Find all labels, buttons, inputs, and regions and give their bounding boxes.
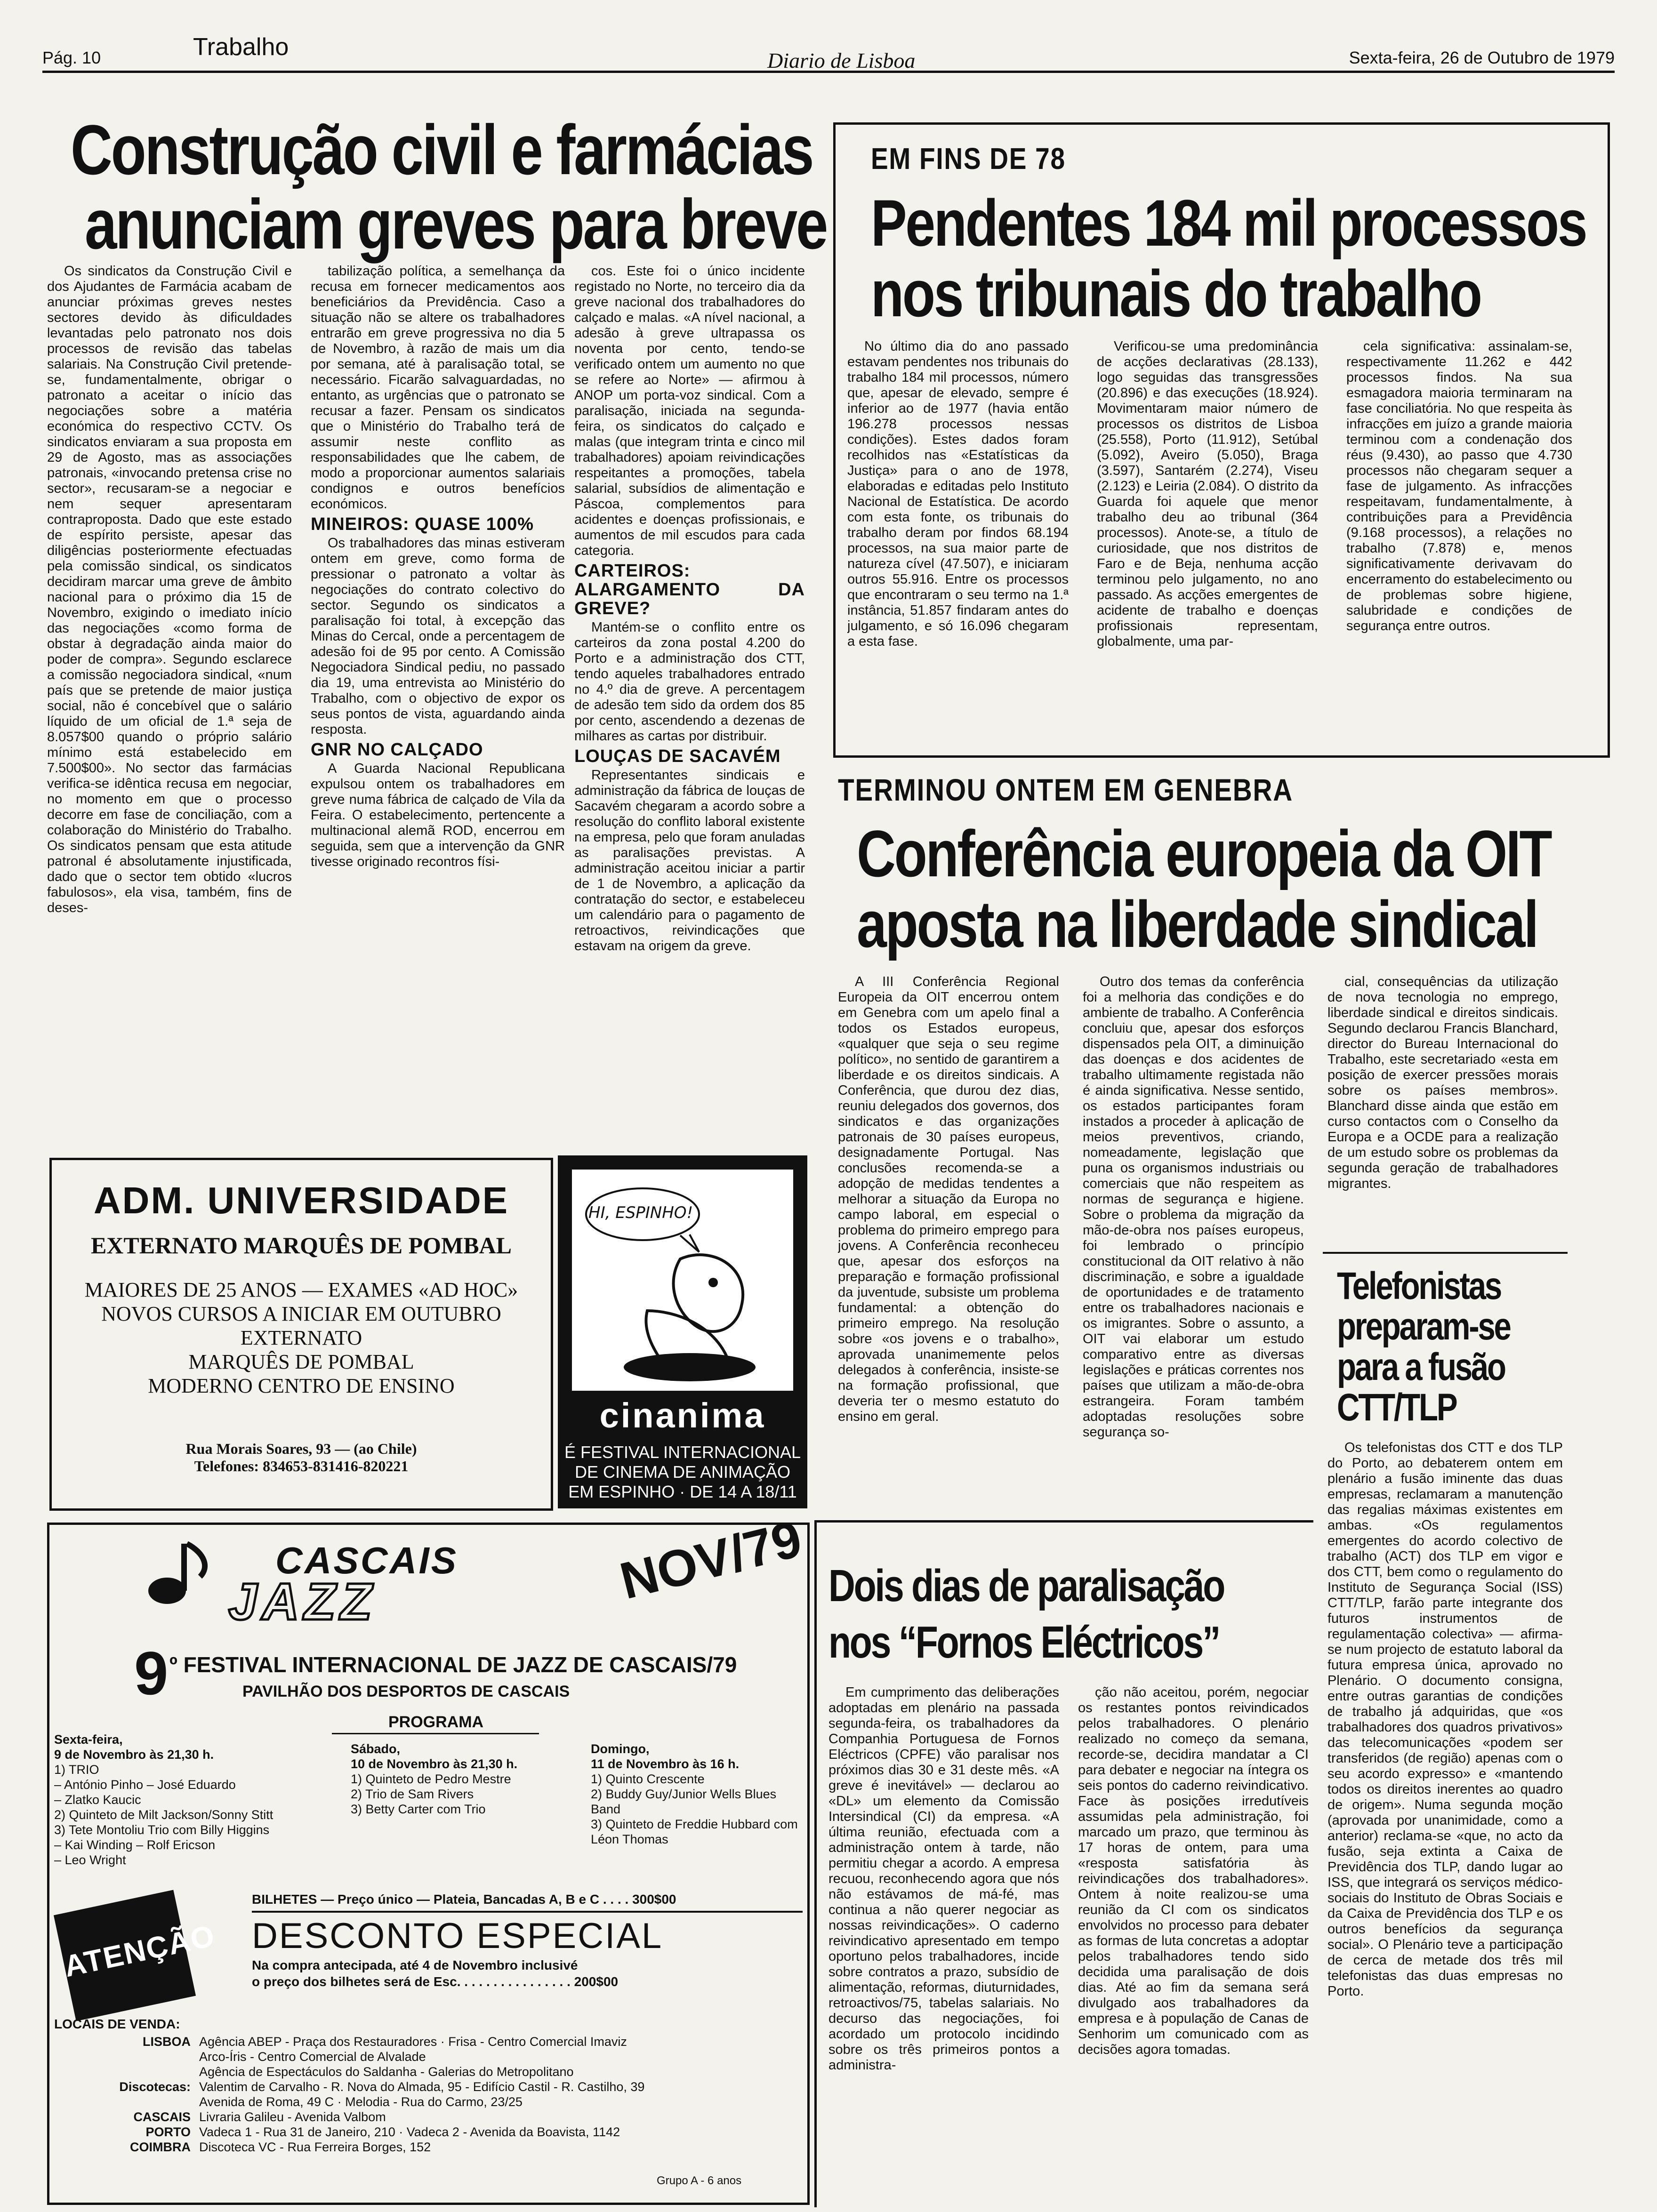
article-fornos-col2	[1078, 1685, 1309, 2203]
program-item: – António Pinho – José Eduardo	[54, 1778, 236, 1792]
article-construction-col3	[574, 264, 805, 1134]
ad-address: Rua Morais Soares, 93 — (ao Chile)	[185, 1440, 417, 1457]
sales-place: LISBOA	[142, 2035, 191, 2049]
ad-line: MARQUÊS DE POMBAL	[188, 1350, 414, 1373]
sales-info: Arco-Íris - Centro Comercial de Alvalade	[199, 2050, 426, 2064]
jazz-brand-cascais: CASCAIS	[275, 1539, 458, 1581]
attention-badge	[54, 1890, 218, 2021]
article-body: Em cumprimento das deliberações adoptadas em plenário na passada segunda-feira, os trabalhadores da Companhia Portuguesa de Fornos Eléctricos (CPFE) vão paralisar nos próximos dias 30 e 31 deste mês. «A greve é inevitável» — declarou ao «DL» um elemento da Comissão Intersindical (CI) da empresa. «A última reunião, efectuada com a administração ontem à tarde, não permitiu chegar a acordo. A empresa recuou, reconhecendo agora que nós não estávamos de má-fé, mas continua a não querer negociar as nossas reivindicações». O caderno reivindicativo apresentado em tempo oportuno pelos trabalhadores, incide sobre contratos a prazo, subsídio de alimentação, reformas, diuturnidades, retroactivos/75, tabelas salariais. No decurso das negociações, foi acordado um protocolo incidindo sobre os três primeiros pontos a administra-	[828, 1685, 1059, 2073]
ad-line: É FESTIVAL INTERNACIONAL	[564, 1443, 801, 1462]
festival-ordinal: 9	[134, 1639, 169, 1707]
sales-row	[54, 2049, 798, 2064]
article-title-line1: Construção civil e farmácias	[71, 110, 813, 189]
article-construction-col2	[311, 264, 565, 1134]
article-title-line2: nos tribunais do trabalho	[871, 256, 1481, 330]
sales-row	[54, 2079, 798, 2094]
sales-heading: LOCAIS DE VENDA:	[54, 2017, 180, 2031]
article-construction-col1	[47, 264, 292, 1134]
date-stamp: NOV/79	[614, 1509, 807, 1611]
article-oit-col3	[1327, 974, 1558, 1252]
program-day-2	[351, 1741, 586, 1817]
ad-line: EXTERNATO	[240, 1326, 362, 1349]
sales-info: Avenida de Roma, 49 C · Melodia - Rua do Carmo, 23/25	[199, 2095, 523, 2109]
page-number: Pág. 10	[42, 48, 101, 67]
program-item: 2) Buddy Guy/Junior Wells Blues Band	[591, 1787, 777, 1816]
ad-line: MODERNO CENTRO DE ENSINO	[148, 1374, 455, 1397]
sales-row	[54, 2034, 798, 2049]
article-title-line1: Conferência europeia da OIT	[857, 817, 1551, 890]
day-head: Sábado,	[351, 1742, 401, 1756]
article-body: A Guarda Nacional Republicana expulsou ontem os trabalhadores em greve numa fábrica de calçado de Vila da Feira. O estabelecimento, pertencente a multinacional alemã ROD, encerrou em seguida, sem que a intervenção da GNR tivesse originado recontros físi-	[311, 761, 565, 869]
article-telefonistas-headline	[1337, 1266, 1553, 1428]
program-item: 3) Quinteto de Freddie Hubbard com Léon Thomas	[591, 1817, 798, 1846]
sales-place	[54, 2064, 199, 2079]
jazz-brand-jazz: JAZZ	[228, 1573, 377, 1631]
ad-line: MAIORES DE 25 ANOS — EXAMES «AD HOC»	[84, 1278, 518, 1301]
article-kicker: EM FINS DE 78	[871, 142, 1066, 176]
newspaper-name: Diario de Lisboa	[767, 48, 916, 72]
day-date: 11 de Novembro às 16 h.	[591, 1757, 740, 1771]
article-tribunais-col2	[1097, 339, 1318, 748]
article-telefonistas-body	[1327, 1440, 1563, 2203]
ad-universidade	[49, 1158, 553, 1511]
sales-place: Discotecas:	[119, 2080, 191, 2094]
article-kicker: TERMINOU ONTEM EM GENEBRA	[838, 772, 1293, 807]
sales-info: Agência ABEP - Praça dos Restauradores · Frisa - Centro Comercial Imaviz	[199, 2035, 627, 2049]
discount-line: Na compra antecipada, até 4 de Novembro inclusivé	[252, 1958, 578, 1972]
article-oit-col1	[838, 974, 1059, 1520]
article-title-line1: Telefonistas	[1337, 1265, 1501, 1307]
program-item: – Kai Winding – Rolf Ericson	[54, 1838, 216, 1852]
program-item: 2) Quinteto de Milt Jackson/Sonny Stitt	[54, 1808, 273, 1822]
program-item: – Leo Wright	[54, 1853, 126, 1867]
issue-date: Sexta-feira, 26 de Outubro de 1979	[1349, 48, 1615, 67]
program-item: 2) Trio de Sam Rivers	[351, 1787, 474, 1801]
article-title-line2: preparam-se	[1337, 1305, 1510, 1348]
ad-cinanima	[558, 1155, 807, 1508]
article-title-line2: anunciam greves para breve	[85, 184, 827, 264]
article-tribunais-col1	[847, 339, 1069, 748]
subheading-gnr: GNR NO CALÇADO	[311, 740, 483, 760]
program-day-1	[54, 1732, 346, 1867]
cartoon-panel	[572, 1170, 793, 1391]
ad-title: ADM. UNIVERSIDADE	[93, 1179, 509, 1221]
program-item: 3) Betty Carter com Trio	[351, 1802, 486, 1816]
sales-info: Discoteca VC - Rua Ferreira Borges, 152	[199, 2140, 431, 2154]
article-body: cos. Este foi o único incidente registado no Norte, no terceiro dia da greve nacional dos trabalhadores do calçado e malas. «A nível nacional, a adesão à greve ultrapassa os noventa por cento, tendo-se verificado ontem um aumento no que se refere ao Norte» — afirmou à ANOP um porta-voz sindical. Com a paralisação, iniciada na segunda-feira, os sindicatos do calçado e malas (que integram trinta e cinco mil trabalhadores) apoiam reivindicações respeitantes a promoções, tabela salarial, subsídios de alimentação e Páscoa, complementos para acidentes e doenças profissionais, e aumentos de mil escudos para cada categoria.	[574, 264, 805, 558]
sales-info: Valentim de Carvalho - R. Nova do Almada, 95 - Edifício Castil - R. Castilho, 39	[199, 2080, 645, 2094]
ad-cascais-jazz	[47, 1509, 810, 2205]
article-body: Verificou-se uma predominância de acções declarativas (28.133), logo seguidas das transgressões (20.896) e das execuções (18.924). Movimentaram maior número de processos os distritos de Lisboa (25.558), Porto (11.912), Setúbal (5.092), Aveiro (5.050), Braga (3.597), Santarém (2.274), Viseu (2.123) e Leiria (2.084). O distrito da Guarda foi aquele que menor trabalho deu ao tribunal (364 processos). Anote-se, a título de curiosidade, que nos distritos de Faro e de Beja, nenhuma acção terminou pelo julgamento, no ano passado. As acções emergentes de acidente de trabalho e doenças profissionais representam, globalmente, uma par-	[1097, 339, 1318, 649]
article-body: Mantém-se o conflito entre os carteiros da zona postal 4.200 do Porto e a administração dos CTT, tendo aqueles trabalhadores entrado no 4.º dia de greve. A percentagem de adesão tem sido da ordem dos 85 por cento, ascendendo a dezenas de milhares as cartas por distribuir.	[574, 620, 805, 744]
cartoon-character-illustration	[572, 1170, 793, 1391]
sales-info: Livraria Galileu - Avenida Valbom	[199, 2110, 386, 2124]
programa-heading: PROGRAMA	[388, 1713, 484, 1731]
sales-row	[54, 2064, 798, 2079]
festival-venue: PAVILHÃO DOS DESPORTOS DE CASCAIS	[242, 1683, 570, 1700]
day-head: Domingo,	[591, 1742, 650, 1756]
program-item: 1) TRIO	[54, 1763, 99, 1777]
article-title-line1: Dois dias de paralisação	[828, 1561, 1224, 1611]
tickets-price: BILHETES — Preço único — Plateia, Bancadas A, B e C . . . . 300$00	[252, 1892, 676, 1907]
article-body: cela significativa: assinalam-se, respectivamente 11.262 e 442 processos findos. Na sua esmagadora maioria terminaram na fase conciliatória. No que respeita às infracções em juízo a grande maioria terminou com a condenação dos réus (9.430), ao passo que 4.730 processos não chegaram sequer a fase de julgamento. As infracções respeitavam, fundamentalmente, à contribuições para a Previdência (9.168 processos), a relações no trabalho (7.878) e, menos significativamente derivavam do encerramento do estabelecimento ou de problemas sobre higiene, salubridade e condições de segurança entre outros.	[1346, 339, 1572, 633]
ad-line: DE CINEMA DE ANIMAÇÃO	[574, 1462, 791, 1482]
ad-line: EM ESPINHO · DE 14 A 18/11	[568, 1482, 797, 1501]
sales-place: CASCAIS	[133, 2110, 191, 2124]
divider	[332, 1733, 539, 1734]
sales-place	[54, 2094, 199, 2109]
sales-info: Vadeca 1 - Rua 31 de Janeiro, 210 · Vadeca 2 - Avenida da Boavista, 1142	[199, 2125, 620, 2139]
sales-row	[54, 2140, 798, 2155]
ad-footer: Grupo A - 6 anos	[657, 2174, 742, 2187]
article-body: No último dia do ano passado estavam pendentes nos tribunais do trabalho 184 mil processos, número que, apesar de elevado, sempre é inferior ao de 1977 (havia então 196.278 processos nessas condições). Estes dados foram recolhidos nas «Estatísticas da Justiça» para o ano de 1978, elaboradas e editadas pelo Instituto Nacional de Estatística. De acordo com esta fonte, os tribunais do trabalho deram por findos 68.194 processos, na sua maior parte de natureza cível (47.507), e iniciaram outros 55.916. Entre os processos que encontraram o seu termo na 1.ª instância, 51.857 findaram antes do julgamento, e só 16.096 chegaram a esta fase.	[847, 339, 1069, 649]
discount-title: DESCONTO ESPECIAL	[252, 1916, 663, 1956]
music-note-icon	[144, 1539, 214, 1610]
divider	[814, 1520, 1313, 1523]
sales-row	[54, 2094, 798, 2109]
divider	[1323, 1252, 1568, 1254]
divider	[814, 1520, 817, 2207]
day-date: 9 de Novembro às 21,30 h.	[54, 1747, 214, 1762]
article-body: Outro dos temas da conferência foi a melhoria das condições e do ambiente de trabalho. A Conferência concluiu que, apesar dos esforços dispensados pela OIT, a diminuição das doenças e dos acidentes de trabalho ultimamente registada não é ainda significativa. Nesse sentido, os estados participantes foram instados a proceder à aplicação de meios preventivos, criando, nomeadamente, legislação que puna os organismos industriais ou comerciais que não respeitem as normas de segurança e higiene. Sobre o problema da migração da mão-de-obra nos países europeus, foi lembrado o princípio constitucional da OIT relativo à não discriminação, e sobre a igualdade de oportunidades e de tratamento entre os trabalhadores nacionais e os imigrantes. Sobre o assunto, a OIT vai elaborar um estudo comparativo entre as diversas legislações e práticas correntes nos países que utilizam a mão-de-obra estrangeira. Foram também adoptadas resoluções sobre segurança so-	[1083, 974, 1304, 1440]
program-item: – Zlatko Kaucic	[54, 1793, 141, 1807]
ad-line: NOVOS CURSOS A INICIAR EM OUTUBRO	[101, 1302, 501, 1325]
subheading-carteiros: CARTEIROS: ALARGAMENTO DA GREVE?	[574, 561, 805, 618]
article-body: ção não aceitou, porém, negociar os restantes pontos reivindicados pelos trabalhadores. O plenário realizado no começo da semana, recorde-se, decidira mandatar a CI para debater e negociar na íntegra os seis pontos do caderno reivindicativo. Face às posições irredutíveis assumidas pela administração, foi marcado um prazo, que terminou às 17 horas de ontem, para uma «resposta satisfatória às reivindicações dos trabalhadores». Ontem à noite realizou-se uma reunião da CI com os sindicatos envolvidos no processo para debater as formas de luta concretas a adoptar pelos trabalhadores tendo sido decidida uma paralisação de dois dias. Até ao fim da semana será divulgado aos trabalhadores da empresa e à população de Canas de Senhorim um comunicado com as decisões agora tomadas.	[1078, 1685, 1309, 2057]
article-title-line4: CTT/TLP	[1337, 1386, 1456, 1429]
sales-place: PORTO	[145, 2125, 191, 2139]
masthead	[42, 19, 1615, 73]
sales-place	[54, 2049, 199, 2064]
program-item: 1) Quinto Crescente	[591, 1772, 705, 1786]
article-body: Os sindicatos da Construção Civil e dos Ajudantes de Farmácia acabam de anunciar próximas greves nestes sectores devido às dificuldades levantadas pelo patronato nos dois processos de revisão das tabelas salariais. Na Construção Civil pretende-se, fundamentalmente, obrigar o patronato a aceitar o início das negociações sobre a matéria económica do respectivo CCTV. Os sindicatos enviaram a sua proposta em 29 de Agosto, mas as associações patronais, «invocando pretensa crise no sector», recusaram-se a negociar e nem sequer apresentaram contraproposta. Dado que este estado de espírito persiste, apesar das diligências posteriormente efectuadas pela comissão sindical, os sindicatos decidiram marcar uma greve de âmbito nacional para o próximo dia 15 de Novembro, exigindo o imediato início das negociações «como forma de obstar à degradação ainda maior do poder de compra». Segundo esclarece a comissão negociadora sindical, «num país que se pretende de maior justiça social, não é concebível que o salário líquido de um oficial de 1.ª seja de 8.057$00 quando o próprio salário mínimo está estabelecido em 7.500$00». No sector das farmácias verifica-se idêntica recusa em negociar, no momento em que o processo decorre em fase de conciliação, com a colaboração do Ministério do Trabalho. Os sindicatos pensam que esta atitude patronal é absolutamente injustificada, dado que o sector tem obtido «lucros fabulosos», ela visa, também, fins de deses-	[47, 264, 292, 915]
divider	[252, 1911, 803, 1913]
cinanima-logo: cinanima	[599, 1396, 766, 1435]
ad-subtitle: EXTERNATO MARQUÊS DE POMBAL	[90, 1232, 512, 1258]
subheading-mineiros: MINEIROS: QUASE 100%	[311, 514, 534, 534]
program-item: 1) Quinteto de Pedro Mestre	[351, 1772, 511, 1786]
program-day-3	[591, 1741, 803, 1847]
article-construction-headline	[71, 110, 827, 264]
article-title-line2: aposta na liberdade sindical	[857, 887, 1537, 961]
article-body: cial, consequências da utilização de nova tecnologia no emprego, liberdade sindical e direitos sindicais. Segundo declarou Francis Blanchard, director do Bureau Internacional do Trabalho, este secretariado «esta em posição de exercer pressões morais sobre os países membros». Blanchard disse ainda que estão em curso contactos com o Conselho da Europa e a OCDE para a realização de um estudo sobre os problemas da segunda geração de trabalhadores migrantes.	[1327, 974, 1558, 1191]
section-title: Trabalho	[193, 33, 289, 61]
article-title-line1: Pendentes 184 mil processos	[871, 186, 1586, 260]
festival-title: º FESTIVAL INTERNACIONAL DE JAZZ DE CASCAIS/79	[169, 1652, 737, 1677]
subheading-loucas: LOUÇAS DE SACAVÉM	[574, 746, 781, 766]
article-body: Representantes sindicais e administração da fábrica de louças de Sacavém chegaram a acordo sobre a resolução do conflito laboral existente na empresa, pelo que foram anuladas as paralisações previstas. A administração aceitou iniciar a partir de 1 de Novembro, a aplicação da contratação do sector, e estabeleceu um calendário para o pagamento de retroactivos, reivindicações que estavam na origem da greve.	[574, 768, 805, 954]
article-body: Os telefonistas dos CTT e dos TLP do Porto, ao debaterem ontem em plenário a fusão iminente das duas empresas, reclamaram a manutenção das regalias máximas existentes em ambas. «Os regulamentos emergentes do acordo colectivo de trabalho (ACT) dos TLP em vigor e dos CTT, bem como o regulamento do Instituto de Segurança Social (ISS) CTT/TLP, farão parte integrante dos futuros instrumentos de regulamentação colectiva» — afirma-se num projecto de estatuto laboral da futura empresa única, aprovado no Plenário. O documento consigna, entre outras garantias de condições de trabalho já adquiridas, que «os trabalhadores dos quadros privativos» das telecomunicações «podem ser transferidos (de região) apenas com o seu acordo expresso» e «mantendo todos os direitos inerentes ao quadro de origem». Numa segunda moção (aprovada por unanimidade, como a anterior) reclama-se «que, no acto da fusão, seja extinta a Caixa de Previdência dos TLP, dando lugar ao ISS, que integrará os serviços médico-sociais do Instituto de Obras Sociais e da Caixa de Previdência dos TLP e os outros benefícios da segurança social». O Plenário teve a participação de cerca de metade dos três mil telefonistas das duas empresas no Porto.	[1327, 1440, 1563, 1999]
article-body: tabilização política, a semelhança da recusa em fornecer medicamentos aos beneficiários da Previdência. Caso a situação não se altere os trabalhadores entrarão em greve progressiva no dia 5 de Novembro, à razão de mais um dia por semana, até à paralisação total, se necessário. Ficarão salvaguardadas, no entanto, as urgências que o patronato se recusar a fazer. Pensam os sindicatos que o Ministério do Trabalho terá de assumir neste conflito as responsabilidades que lhe cabem, de modo a proporcionar aumentos salariais condignos e outros benefícios económicos.	[311, 264, 565, 512]
article-body: A III Conferência Regional Europeia da OIT encerrou ontem em Genebra com um apelo final a todos os Estados europeus, «qualquer que seja o seu regime político», no sentido de garantirem a liberdade e os direitos sindicais. A Conferência, que durou dez dias, reuniu delegados dos governos, dos sindicatos e das organizações patronais de 30 países europeus, designadamente Portugal. Nas conclusões recomenda-se a adopção de medidas tendentes a melhorar a situação da Europa no campo laboral, em especial o problema do primeiro emprego para jovens. A Conferência reconheceu que, apesar dos esforços na preparação e formação profissional da juventude, subsiste um problema fundamental: a obtenção do primeiro emprego. Na resolução sobre «os jovens e o trabalho», aprovada unanimemente pelos delegados à conferência, insiste-se na formação profissional, que deveria ter o mesmo estatuto do ensino em geral.	[838, 974, 1059, 1424]
ad-phones: Telefones: 834653-831416-820221	[194, 1458, 409, 1475]
speech-bubble-text: HI, ESPINHO!	[588, 1203, 693, 1222]
attention-label: ATENÇÃO	[61, 1918, 218, 1984]
article-body: Os trabalhadores das minas estiveram ontem em greve, como forma de pressionar o patronato a voltar às negociações do contrato colectivo do sector. Segundo os sindicatos a paralisação foi total, à excepção das Minas do Cercal, onde a percentagem de adesão foi de 95 por cento. A Comissão Negociadora Sindical pediu, no passado dia 19, uma entrevista ao Ministério do Trabalho, com o objectivo de expor os seus pontos de vista, aguardando ainda resposta.	[311, 536, 565, 737]
sales-table	[54, 2034, 798, 2155]
program-item: 3) Tete Montoliu Trio com Billy Higgins	[54, 1823, 270, 1837]
day-head: Sexta-feira,	[54, 1732, 123, 1747]
sales-info: Agência de Espectáculos do Saldanha - Galerias do Metropolitano	[199, 2065, 574, 2079]
article-oit-col2	[1083, 974, 1304, 1520]
day-date: 10 de Novembro às 21,30 h.	[351, 1757, 518, 1771]
sales-row	[54, 2124, 798, 2140]
article-title-line3: para a fusão	[1337, 1346, 1505, 1389]
article-title-line2: nos “Fornos Eléctricos”	[828, 1617, 1220, 1667]
article-tribunais-col3	[1346, 339, 1572, 748]
article-fornos-col1	[828, 1685, 1059, 2203]
sales-place: COIMBRA	[130, 2140, 191, 2154]
sales-row	[54, 2109, 798, 2124]
discount-line: o preço dos bilhetes será de Esc. . . . . . . . . . . . . . . . 200$00	[252, 1974, 619, 1989]
